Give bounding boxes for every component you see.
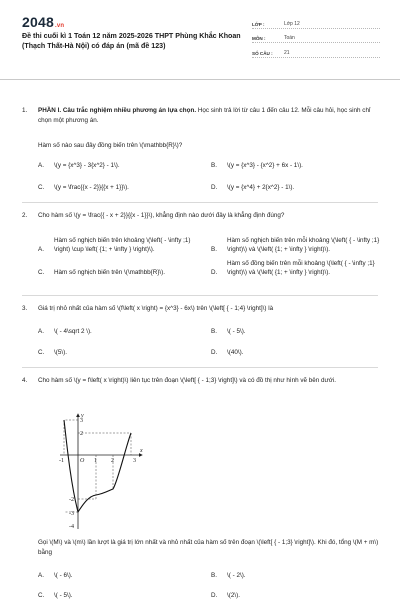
option-4a[interactable]: A. \( - 6\).: [38, 572, 73, 579]
svg-text:-3: -3: [69, 511, 74, 517]
meta-class: LỚP : Lớp 12: [252, 14, 380, 29]
exam-title: Đề thi cuối kì 1 Toán 12 năm 2025-2026 THPT Phùng Khắc Khoan (Thạch Thất-Hà Nội) có đáp án (mã đề 123): [22, 32, 241, 50]
svg-text:2: 2: [111, 458, 114, 464]
question-4-followup: [22, 538, 382, 557]
svg-text:x: x: [140, 448, 143, 454]
svg-text:-2: -2: [69, 497, 74, 503]
section-intro: Học sinh trả lời từ câu 1 đến câu 12. Mỗi câu hỏi, học sinh chỉ chọn một phương án.: [38, 107, 371, 124]
option-4c[interactable]: C. \( - 5\).: [38, 592, 73, 599]
svg-text:3: 3: [133, 458, 136, 464]
question-followup: Gọi \(M\) và \(m\) lần lượt là giá trị lớn nhất và nhỏ nhất của hàm số trên đoạn \(\left[ { - 1;3} \right]\). Khi đó, tổng \(M + m\) bằng: [38, 539, 379, 556]
option-2a[interactable]: A. Hàm số nghịch biến trên khoảng \(\left( - \infty ;1) \right) \cup \left( {1; + \infty } \right)\).: [38, 237, 191, 253]
option-1b[interactable]: B. \(y = {x^3} - {x^2} + 6x - 1\).: [211, 162, 303, 169]
question-4: [22, 376, 382, 386]
option-1c[interactable]: C. \(y = \frac{{x - 2}}{{x + 1}}\).: [38, 184, 129, 191]
option-2b[interactable]: B. Hàm số nghịch biến trên mỗi khoảng \(\left( { - \infty ;1} \right)\) và \(\left( {1; + \infty } \right)\).: [211, 237, 380, 253]
graph-svg: [56, 411, 146, 531]
meta-subject: MÔN : Toán: [252, 29, 380, 44]
question-number: 3.: [22, 305, 28, 312]
question-number: 1.: [22, 107, 28, 114]
section-heading: PHẦN I. Câu trắc nghiệm nhiều phương án lựa chọn.: [38, 107, 197, 114]
option-4b[interactable]: B. \( - 2\).: [211, 572, 246, 579]
svg-text:1: 1: [94, 458, 97, 464]
exam-meta: [252, 14, 380, 58]
svg-text:3: 3: [80, 418, 83, 424]
svg-text:y: y: [81, 413, 84, 419]
question-stem: Cho hàm số \(y = \frac{{ - x + 2}}{{x - 1}}\), khẳng định nào dưới đây là khẳng định đúng?: [38, 212, 285, 219]
site-logo[interactable]: 2048.vn: [22, 14, 65, 30]
page-header: [0, 0, 400, 70]
question-stem: Giá trị nhỏ nhất của hàm số \(f\left( x \right) = {x^3} - 6x\) trên \(\left[ { - 1;4} \right]\) là: [38, 305, 274, 312]
option-3c[interactable]: C. \(5\).: [38, 349, 67, 356]
svg-text:-4: -4: [69, 524, 74, 530]
question-stem: Cho hàm số \(y = f\left( x \right)\) liên tục trên đoạn \(\left[ { - 1;3} \right]\) và có đồ thị như hình vẽ bên dưới.: [38, 377, 336, 384]
question-1: [22, 106, 382, 125]
header-divider: [0, 79, 400, 80]
svg-text:O: O: [80, 458, 85, 464]
question-2: [22, 211, 382, 221]
svg-text:2: 2: [80, 431, 83, 437]
svg-text:-1: -1: [59, 458, 64, 464]
question-divider: [22, 295, 378, 296]
option-3a[interactable]: A. \( - 4\sqrt 2 \).: [38, 328, 92, 335]
option-4d[interactable]: D. \(2\).: [211, 592, 240, 599]
question-number: 4.: [22, 377, 28, 384]
option-3d[interactable]: D. \(40\).: [211, 349, 244, 356]
meta-question-count: SỐ CÂU : 21: [252, 43, 380, 58]
question-divider: [22, 367, 378, 368]
option-3b[interactable]: B. \( - 5\).: [211, 328, 246, 335]
option-2c[interactable]: C. Hàm số nghịch biến trên \(\mathbb{R}\).: [38, 269, 165, 276]
option-2d[interactable]: D. Hàm số đồng biến trên mỗi khoảng \(\left( { - \infty ;1} \right)\) và \(\left( {1; + \infty } \right)\).: [211, 260, 375, 276]
question-3: [22, 304, 382, 314]
question-divider: [22, 202, 378, 203]
option-1a[interactable]: A. \(y = {x^3} - 3{x^2} - 1\).: [38, 162, 120, 169]
option-1d[interactable]: D. \(y = {x^4} + 2{x^2} - 1\).: [211, 184, 295, 191]
function-curve: [64, 420, 131, 512]
function-graph: [56, 411, 146, 531]
question-1-stem: Hàm số nào sau đây đồng biến trên \(\mathbb{R}\)?: [38, 142, 183, 149]
question-number: 2.: [22, 212, 28, 219]
